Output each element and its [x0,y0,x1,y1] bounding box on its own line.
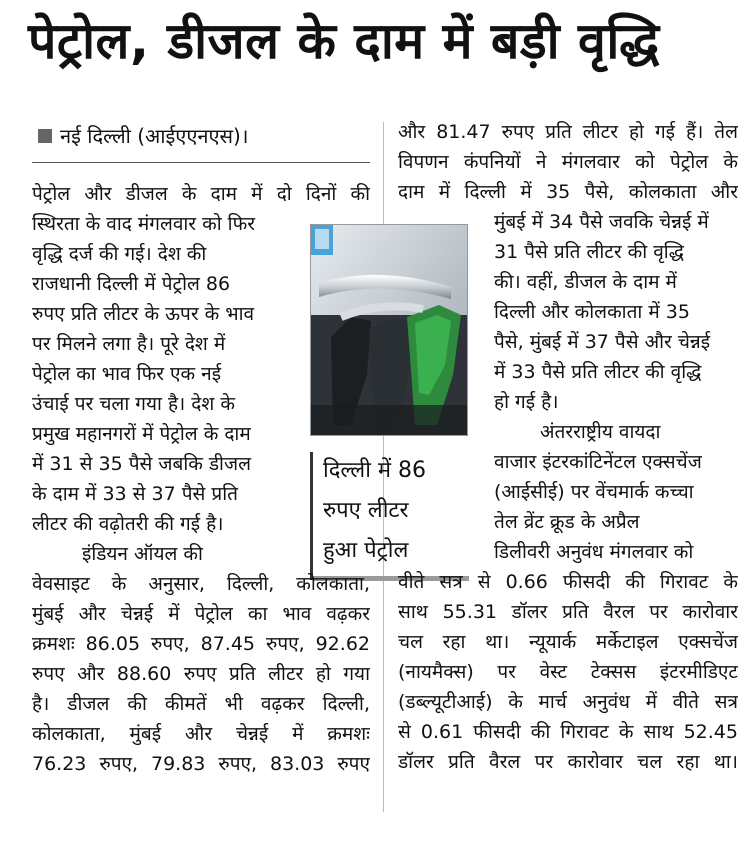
body-line: से 0.61 फीसदी की गिरावट के साथ 52.45 [398,721,738,743]
body-line: पेट्रोल और डीजल के दाम में दो दिनों की [32,183,370,205]
body-line: (डब्ल्यूटीआई) के मार्च अनुवंध में वीते सत्र [398,691,738,713]
dateline-bullet [38,129,52,143]
body-line: दाम में दिल्ली में 35 पैसे, कोलकाता और [398,181,738,203]
body-line: में 31 से 35 पैसे जबकि डीजल [32,453,251,475]
body-line: मुंबई में 34 पैसे जवकि चेन्नई में [494,211,709,233]
body-line: 31 पैसे प्रति लीटर की वृद्धि [494,241,684,263]
pull-quote-line: दिल्ली में 86 [323,458,427,483]
fuel-nozzle-illustration [311,225,467,435]
body-line: (नायमैक्स) पर वेस्ट टेक्सस इंटरमीडिएट [398,661,738,683]
body-line: उंचाई पर चला गया है। देश के [32,393,235,415]
pull-quote-line: रुपए लीटर [323,498,409,523]
body-line: और 81.47 रुपए प्रति लीटर हो गई हैं। तेल [398,121,738,143]
body-line: की। वहीं, डीजल के दाम में [494,271,677,293]
body-line: चल रहा था। न्यूयार्क मर्केटाइल एक्सचेंज [398,631,738,653]
body-line: हो गई है। [494,391,559,413]
body-line: तेल व्रेंट क्रूड के अप्रैल [494,511,640,533]
body-line: विपणन कंपनियों ने मंगलवार को पेट्रोल के [398,151,738,173]
headline: पेट्रोल, डीजल के दाम में बड़ी वृद्धि [28,12,660,70]
dateline-text: नई दिल्ली (आईएएनएस)। [60,124,249,148]
pull-quote [310,452,469,580]
body-line: रुपए प्रति लीटर के ऊपर के भाव [32,303,255,325]
body-line: अंतरराष्ट्रीय वायदा [540,421,661,443]
body-line: के दाम में 33 से 37 पैसे प्रति [32,483,238,505]
body-line: रुपए और 88.60 रुपए प्रति लीटर हो गया [32,663,370,685]
body-line: वेवसाइट के अनुसार, दिल्ली, कोलकाता, [32,573,370,595]
body-line: (आईसीई) पर वेंचमार्क कच्चा [494,481,694,503]
pull-quote-line: हुआ पेट्रोल [323,538,409,563]
body-line: मुंबई और चेन्नई में पेट्रोल का भाव वढ़कर [32,603,370,625]
body-line: कोलकाता, मुंबई और चेन्नई में क्रमशः [32,723,370,745]
body-line: लीटर की वढ़ोतरी की गई है। [32,513,224,535]
dateline [38,122,248,150]
fuel-nozzle-photo [310,224,468,436]
body-line: वीते सत्र से 0.66 फीसदी की गिरावट के [398,571,738,593]
body-line: है। डीजल की कीमतें भी वढ़कर दिल्ली, [32,693,370,715]
body-line: साथ 55.31 डॉलर प्रति वैरल पर कारोवार [398,601,738,623]
body-line: इंडियन ऑयल की [82,543,203,565]
body-line: डिलीवरी अनुवंध मंगलवार को [494,541,694,563]
body-line: पर मिलने लगा है। पूरे देश में [32,333,226,355]
body-line: वाजार इंटरकांटिनेंटल एक्सचेंज [494,451,702,473]
body-line: 76.23 रुपए, 79.83 रुपए, 83.03 रुपए [32,753,370,775]
dateline-rule [32,162,370,163]
body-line: में 33 पैसे प्रति लीटर की वृद्धि [494,361,702,383]
body-line: पेट्रोल का भाव फिर एक नई [32,363,222,385]
body-line: क्रमशः 86.05 रुपए, 87.45 रुपए, 92.62 [32,633,370,655]
body-line: दिल्ली और कोलकाता में 35 [494,301,690,323]
body-line: प्रमुख महानगरों में पेट्रोल के दाम [32,423,251,445]
body-line: डॉलर प्रति वैरल पर कारोवार चल रहा था। [398,751,738,773]
body-line: पैसे, मुंबई में 37 पैसे और चेन्नई [494,331,711,353]
body-line: राजधानी दिल्ली में पेट्रोल 86 [32,273,231,295]
body-line: वृद्धि दर्ज की गई। देश की [32,243,207,265]
body-line: स्थिरता के वाद मंगलवार को फिर [32,213,256,235]
